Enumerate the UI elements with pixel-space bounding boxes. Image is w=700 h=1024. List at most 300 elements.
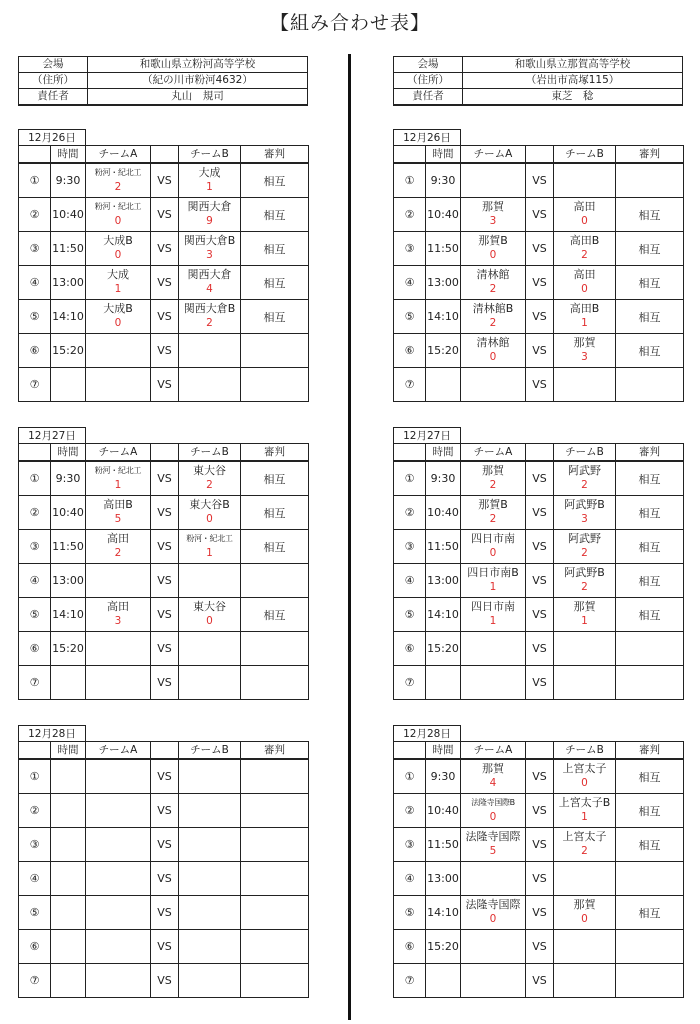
- team-b-score: 2: [581, 249, 588, 261]
- team-a-cell: [86, 496, 151, 530]
- team-b-name: 那賀: [573, 600, 596, 613]
- header-row: [19, 444, 309, 462]
- team-b-name: 大成: [198, 166, 221, 179]
- match-row: [19, 598, 309, 632]
- match-row: [19, 794, 309, 828]
- referee: [616, 930, 684, 964]
- team-b-name: 阿武野B: [564, 498, 605, 511]
- team-b-name: 関西大倉B: [183, 302, 236, 315]
- referee: 相互: [616, 266, 684, 300]
- team-b-cell: [554, 862, 616, 896]
- referee: 相互: [616, 794, 684, 828]
- match-row: [19, 461, 309, 496]
- venue-row: [19, 57, 308, 73]
- referee: [241, 564, 309, 598]
- vs-label: VS: [526, 666, 554, 700]
- match-number: ⑦: [394, 666, 426, 700]
- team-b-cell: [554, 896, 616, 930]
- team-a-score: 3: [114, 615, 122, 627]
- team-a-cell: [461, 794, 526, 828]
- team-b-cell: [179, 598, 241, 632]
- team-b-score: 2: [581, 581, 588, 593]
- match-number: ③: [394, 530, 426, 564]
- match-number: ②: [394, 496, 426, 530]
- vs-label: VS: [151, 300, 179, 334]
- team-a-score: 0: [489, 913, 497, 925]
- referee: 相互: [616, 334, 684, 368]
- team-a-score: 1: [489, 581, 497, 593]
- match-number: ③: [19, 828, 51, 862]
- team-a-cell: [461, 461, 526, 496]
- vs-label: VS: [151, 964, 179, 998]
- vs-label: VS: [526, 368, 554, 402]
- vs-label: VS: [151, 828, 179, 862]
- team-a-cell: [86, 530, 151, 564]
- team-b-name: 上宮太子: [562, 830, 607, 843]
- team-b-cell: [179, 163, 241, 198]
- match-number: ①: [394, 163, 426, 198]
- header-row: [19, 742, 309, 760]
- team-b-score: 0: [581, 215, 588, 227]
- team-b-cell: [179, 266, 241, 300]
- match-time: 9:30: [51, 163, 86, 198]
- team-a-name: 大成B: [103, 234, 133, 247]
- header-time: 時間: [426, 444, 461, 462]
- team-a-score: 0: [114, 249, 122, 261]
- team-b-name: 高田B: [569, 234, 600, 247]
- referee: 相互: [616, 564, 684, 598]
- team-a-cell: [461, 300, 526, 334]
- venue-row-value: 和歌山県立粉河高等学校: [88, 57, 308, 73]
- match-number: ②: [19, 794, 51, 828]
- match-row: [394, 828, 684, 862]
- team-b-cell: [179, 930, 241, 964]
- header-team-a: チームA: [461, 742, 526, 760]
- team-a-name: 那賀B: [478, 498, 508, 511]
- header-vs: [151, 146, 179, 164]
- referee: [616, 163, 684, 198]
- match-row: [394, 461, 684, 496]
- team-a-score: 3: [489, 215, 497, 227]
- match-time: 9:30: [51, 461, 86, 496]
- team-a-score: 5: [489, 845, 497, 857]
- vs-label: VS: [526, 266, 554, 300]
- team-b-name: 那賀: [573, 336, 596, 349]
- team-a-score: 2: [489, 513, 497, 525]
- match-time: 13:00: [426, 564, 461, 598]
- match-number: ④: [394, 266, 426, 300]
- referee: 相互: [241, 232, 309, 266]
- referee: 相互: [241, 598, 309, 632]
- address-row-label: （住所）: [394, 73, 463, 89]
- vs-label: VS: [151, 496, 179, 530]
- header-referee: 審判: [241, 444, 309, 462]
- match-number: ①: [19, 461, 51, 496]
- schedule-table: [18, 145, 309, 402]
- vs-label: VS: [151, 666, 179, 700]
- header-referee: 審判: [616, 146, 684, 164]
- team-a-cell: [461, 666, 526, 700]
- match-number: ①: [394, 461, 426, 496]
- column-divider: [348, 54, 351, 1020]
- team-b-name: 関西大倉: [187, 200, 232, 213]
- team-b-cell: [554, 632, 616, 666]
- team-a-name: 高田: [107, 532, 129, 545]
- team-a-cell: [86, 368, 151, 402]
- vs-label: VS: [526, 300, 554, 334]
- referee: [241, 759, 309, 794]
- header-row: [394, 444, 684, 462]
- team-a-cell: [461, 163, 526, 198]
- team-b-score: 1: [581, 615, 588, 627]
- vs-label: VS: [151, 334, 179, 368]
- team-b-name: 上宮太子: [562, 762, 607, 775]
- team-a-cell: [461, 930, 526, 964]
- referee: [616, 368, 684, 402]
- team-a-cell: [86, 930, 151, 964]
- referee: 相互: [241, 530, 309, 564]
- match-number: ④: [19, 564, 51, 598]
- team-b-score: 4: [206, 283, 213, 295]
- vs-label: VS: [151, 794, 179, 828]
- date-label: 12月26日: [18, 129, 86, 145]
- match-time: 15:20: [51, 632, 86, 666]
- team-a-cell: [461, 530, 526, 564]
- team-a-cell: [86, 759, 151, 794]
- match-number: ③: [394, 828, 426, 862]
- day-block: [393, 424, 683, 700]
- match-row: [394, 163, 684, 198]
- referee: [616, 862, 684, 896]
- match-time: [51, 862, 86, 896]
- header-row: [394, 146, 684, 164]
- team-b-score: 3: [581, 351, 588, 363]
- team-b-cell: [554, 300, 616, 334]
- schedule-table: [393, 741, 684, 998]
- team-b-cell: [179, 759, 241, 794]
- day-block: [393, 722, 683, 998]
- match-number: ⑤: [19, 896, 51, 930]
- header-vs: [526, 146, 554, 164]
- match-time: [51, 794, 86, 828]
- team-a-cell: [86, 163, 151, 198]
- team-a-cell: [461, 232, 526, 266]
- match-row: [394, 496, 684, 530]
- team-b-score: 1: [581, 317, 588, 329]
- team-a-name: 那賀: [482, 464, 504, 477]
- team-b-cell: [179, 232, 241, 266]
- team-a-score: 2: [114, 547, 122, 559]
- match-number: ⑦: [19, 666, 51, 700]
- vs-label: VS: [526, 564, 554, 598]
- match-number: ④: [394, 862, 426, 896]
- vs-label: VS: [151, 930, 179, 964]
- manager-row-value: 東芝 稔: [463, 89, 683, 106]
- referee: 相互: [241, 163, 309, 198]
- match-time: 10:40: [51, 496, 86, 530]
- match-time: [51, 896, 86, 930]
- date-label: 12月28日: [393, 725, 461, 741]
- team-a-name: 高田: [107, 600, 129, 613]
- match-row: [394, 198, 684, 232]
- match-row: [19, 666, 309, 700]
- match-time: 11:50: [51, 530, 86, 564]
- team-b-cell: [554, 666, 616, 700]
- match-time: 11:50: [426, 530, 461, 564]
- team-a-score: 0: [489, 811, 497, 823]
- match-row: [19, 334, 309, 368]
- header-no: [19, 444, 51, 462]
- match-row: [394, 334, 684, 368]
- referee: 相互: [616, 198, 684, 232]
- vs-label: VS: [526, 232, 554, 266]
- team-a-cell: [461, 496, 526, 530]
- match-time: 14:10: [426, 598, 461, 632]
- vs-label: VS: [151, 598, 179, 632]
- venue-info-table: [18, 56, 308, 106]
- referee: [241, 828, 309, 862]
- team-a-cell: [86, 198, 151, 232]
- address-row: [394, 73, 683, 89]
- team-b-score: 3: [206, 249, 213, 261]
- match-number: ⑤: [394, 896, 426, 930]
- vs-label: VS: [526, 598, 554, 632]
- referee: [241, 794, 309, 828]
- match-row: [19, 266, 309, 300]
- match-time: 11:50: [426, 828, 461, 862]
- match-time: [51, 759, 86, 794]
- match-time: [51, 666, 86, 700]
- team-b-cell: [554, 530, 616, 564]
- vs-label: VS: [526, 496, 554, 530]
- match-row: [394, 632, 684, 666]
- venue-row-label: 会場: [394, 57, 463, 73]
- match-row: [19, 632, 309, 666]
- match-number: ⑤: [19, 300, 51, 334]
- team-b-cell: [554, 232, 616, 266]
- team-a-cell: [86, 666, 151, 700]
- match-number: ③: [19, 232, 51, 266]
- match-time: 10:40: [426, 794, 461, 828]
- match-number: ⑥: [19, 930, 51, 964]
- team-a-cell: [461, 862, 526, 896]
- team-a-name: 那賀: [482, 200, 504, 213]
- referee: [241, 862, 309, 896]
- team-b-cell: [179, 666, 241, 700]
- team-b-cell: [554, 930, 616, 964]
- header-referee: 審判: [616, 444, 684, 462]
- match-row: [19, 530, 309, 564]
- team-b-score: 2: [581, 547, 588, 559]
- referee: [616, 964, 684, 998]
- team-b-name: 高田B: [569, 302, 600, 315]
- vs-label: VS: [151, 862, 179, 896]
- team-b-name: 阿武野B: [564, 566, 605, 579]
- referee: 相互: [241, 461, 309, 496]
- venue-row-value: 和歌山県立那賀高等学校: [463, 57, 683, 73]
- venue-column-right: [393, 56, 683, 998]
- team-b-score: 0: [581, 777, 588, 789]
- schedule-table: [393, 443, 684, 700]
- team-b-score: 1: [206, 547, 213, 559]
- vs-label: VS: [151, 759, 179, 794]
- team-b-score: 2: [581, 479, 588, 491]
- vs-label: VS: [526, 862, 554, 896]
- match-time: 14:10: [426, 896, 461, 930]
- team-b-cell: [554, 368, 616, 402]
- team-b-cell: [179, 198, 241, 232]
- team-b-cell: [179, 794, 241, 828]
- team-b-cell: [179, 828, 241, 862]
- referee: 相互: [616, 828, 684, 862]
- referee: 相互: [241, 198, 309, 232]
- header-time: 時間: [51, 444, 86, 462]
- match-row: [19, 759, 309, 794]
- match-number: ⑦: [394, 368, 426, 402]
- match-row: [394, 530, 684, 564]
- team-a-cell: [86, 300, 151, 334]
- team-b-cell: [554, 564, 616, 598]
- team-a-score: 5: [114, 513, 122, 525]
- vs-label: VS: [151, 896, 179, 930]
- match-time: 9:30: [426, 461, 461, 496]
- team-a-cell: [86, 964, 151, 998]
- referee: 相互: [616, 598, 684, 632]
- match-number: ⑦: [19, 368, 51, 402]
- referee: 相互: [241, 496, 309, 530]
- header-time: 時間: [51, 742, 86, 760]
- match-time: 15:20: [51, 334, 86, 368]
- match-time: 13:00: [426, 266, 461, 300]
- header-team-b: チームB: [179, 444, 241, 462]
- team-b-score: 2: [581, 845, 588, 857]
- header-no: [19, 146, 51, 164]
- team-b-name: 高田: [573, 200, 596, 213]
- match-number: ⑤: [394, 598, 426, 632]
- schedule-table: [18, 443, 309, 700]
- team-b-cell: [179, 334, 241, 368]
- match-time: 9:30: [426, 163, 461, 198]
- header-vs: [151, 444, 179, 462]
- team-a-name: 那賀B: [478, 234, 508, 247]
- team-b-cell: [554, 598, 616, 632]
- team-b-name: 高田: [573, 268, 596, 281]
- team-a-score: 4: [489, 777, 497, 789]
- team-a-score: 2: [489, 283, 497, 295]
- team-a-cell: [86, 828, 151, 862]
- team-b-cell: [554, 334, 616, 368]
- team-b-score: 1: [581, 811, 588, 823]
- team-a-score: 0: [489, 547, 497, 559]
- team-a-cell: [461, 896, 526, 930]
- vs-label: VS: [526, 964, 554, 998]
- match-row: [394, 598, 684, 632]
- team-a-name: 粉河・紀北工: [94, 466, 142, 475]
- match-number: ⑦: [19, 964, 51, 998]
- team-a-cell: [86, 461, 151, 496]
- team-a-cell: [461, 334, 526, 368]
- match-time: 14:10: [51, 598, 86, 632]
- match-row: [19, 930, 309, 964]
- team-b-score: 3: [581, 513, 588, 525]
- team-a-name: 清林館: [476, 336, 510, 349]
- vs-label: VS: [151, 163, 179, 198]
- match-number: ⑤: [394, 300, 426, 334]
- team-b-cell: [554, 266, 616, 300]
- address-row: [19, 73, 308, 89]
- team-b-cell: [554, 461, 616, 496]
- venue-row-label: 会場: [19, 57, 88, 73]
- team-b-score: 0: [581, 283, 588, 295]
- match-row: [394, 862, 684, 896]
- header-team-b: チームB: [554, 742, 616, 760]
- vs-label: VS: [151, 632, 179, 666]
- team-a-name: 法隆寺国際: [465, 898, 521, 911]
- team-a-cell: [461, 368, 526, 402]
- team-a-cell: [86, 266, 151, 300]
- team-a-name: 那賀: [482, 762, 504, 775]
- vs-label: VS: [151, 198, 179, 232]
- team-b-name: 阿武野: [568, 464, 601, 477]
- team-b-score: 1: [206, 181, 213, 193]
- team-b-name: 東大谷: [193, 600, 226, 613]
- referee: [616, 666, 684, 700]
- team-b-name: 阿武野: [568, 532, 601, 545]
- vs-label: VS: [151, 368, 179, 402]
- team-b-score: 9: [206, 215, 213, 227]
- team-a-cell: [461, 632, 526, 666]
- team-a-score: 1: [114, 479, 122, 491]
- team-a-name: 高田B: [103, 498, 133, 511]
- vs-label: VS: [151, 266, 179, 300]
- date-label: 12月27日: [18, 427, 86, 443]
- header-referee: 審判: [616, 742, 684, 760]
- team-a-cell: [86, 598, 151, 632]
- referee: 相互: [616, 496, 684, 530]
- page-title: 【組み合わせ表】: [269, 12, 430, 34]
- manager-row-value: 丸山 規司: [88, 89, 308, 106]
- team-a-cell: [86, 896, 151, 930]
- header-time: 時間: [51, 146, 86, 164]
- match-number: ⑦: [394, 964, 426, 998]
- team-b-cell: [179, 461, 241, 496]
- match-number: ⑥: [19, 632, 51, 666]
- manager-row-label: 責任者: [394, 89, 463, 106]
- match-number: ①: [19, 759, 51, 794]
- team-b-name: 関西大倉: [187, 268, 232, 281]
- referee: [241, 368, 309, 402]
- vs-label: VS: [151, 530, 179, 564]
- day-block: [18, 424, 308, 700]
- match-row: [19, 198, 309, 232]
- match-time: 15:20: [426, 930, 461, 964]
- header-row: [19, 146, 309, 164]
- header-row: [394, 742, 684, 760]
- date-label: 12月27日: [393, 427, 461, 443]
- vs-label: VS: [526, 163, 554, 198]
- address-row-value: （紀の川市粉河4632）: [88, 73, 308, 89]
- manager-row: [19, 89, 308, 106]
- team-a-name: 粉河・紀北工: [94, 202, 142, 211]
- referee: [241, 896, 309, 930]
- referee: 相互: [616, 530, 684, 564]
- team-b-score: 0: [206, 513, 213, 525]
- referee: [616, 632, 684, 666]
- vs-label: VS: [526, 896, 554, 930]
- match-row: [19, 368, 309, 402]
- header-team-a: チームA: [86, 146, 151, 164]
- schedule-table: [18, 741, 309, 998]
